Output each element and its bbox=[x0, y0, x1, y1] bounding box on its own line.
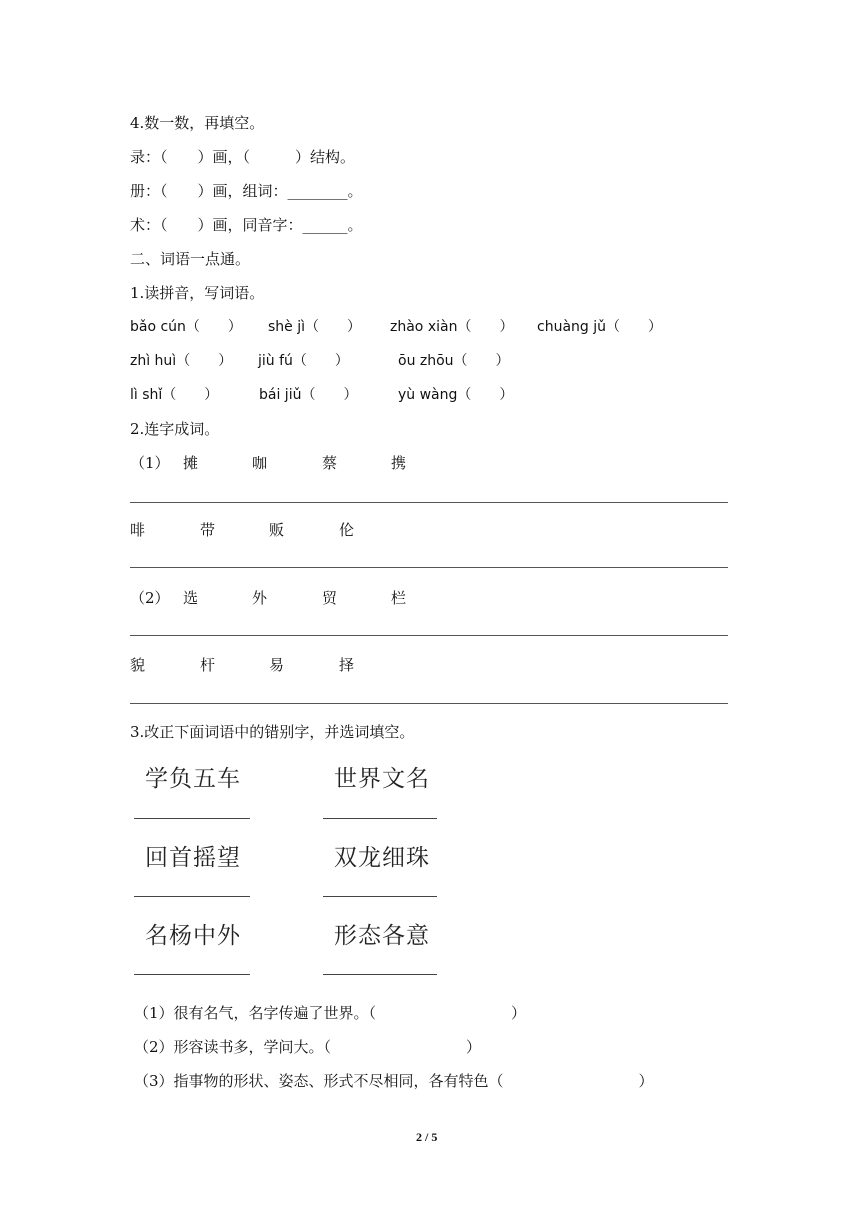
idiom-wrong: 世界文名 bbox=[334, 766, 430, 792]
idiom-wrong: 回首摇望 bbox=[145, 845, 241, 871]
idiom-wrong: 双龙细珠 bbox=[334, 845, 430, 871]
connect-char: 杆 bbox=[200, 656, 216, 674]
question-4-title: 4.数一数，再填空。 bbox=[130, 114, 265, 132]
connect-char: 选 bbox=[183, 589, 199, 607]
pinyin-item: shè jì（ ） bbox=[268, 319, 362, 335]
correction-blank bbox=[323, 818, 437, 819]
fill-sentence-3: （3）指事物的形状、姿态、形式不尽相同，各有特色（ ） bbox=[134, 1072, 654, 1090]
connect-char: 外 bbox=[252, 589, 268, 607]
pinyin-item: bái jiǔ（ ） bbox=[259, 387, 358, 403]
q4-line-1: 录：（ ）画，（ ）结构。 bbox=[130, 148, 356, 166]
pinyin-item: yù wàng（ ） bbox=[398, 387, 514, 403]
idiom-wrong: 学负五车 bbox=[145, 766, 241, 792]
pinyin-question-title: 1.读拼音，写词语。 bbox=[130, 284, 265, 302]
pinyin-item: zhì huì（ ） bbox=[130, 353, 233, 369]
correction-blank bbox=[323, 974, 437, 975]
pinyin-item: zhào xiàn（ ） bbox=[390, 319, 514, 335]
pinyin-item: chuàng jǔ（ ） bbox=[537, 319, 662, 335]
answer-line bbox=[130, 703, 728, 704]
connect-char: 贸 bbox=[322, 589, 338, 607]
connect-group-1-prefix: （1） bbox=[130, 454, 170, 472]
connect-char: 携 bbox=[391, 454, 407, 472]
connect-char: 贩 bbox=[269, 521, 285, 539]
connect-group-2-prefix: （2） bbox=[130, 589, 170, 607]
connect-char: 啡 bbox=[130, 521, 146, 539]
connect-char: 带 bbox=[200, 521, 216, 539]
correction-question-title: 3.改正下面词语中的错别字，并选词填空。 bbox=[130, 723, 415, 741]
pinyin-item: jiù fú（ ） bbox=[258, 353, 349, 369]
pinyin-item: ōu zhōu（ ） bbox=[398, 353, 510, 369]
connect-char: 貌 bbox=[130, 656, 146, 674]
pinyin-item: bǎo cún（ ） bbox=[130, 319, 242, 335]
correction-blank bbox=[323, 896, 437, 897]
connect-char: 摊 bbox=[183, 454, 199, 472]
correction-blank bbox=[134, 818, 250, 819]
page-number: 2 / 5 bbox=[416, 1130, 438, 1144]
answer-line bbox=[130, 502, 728, 503]
idiom-wrong: 名杨中外 bbox=[145, 923, 241, 949]
connect-char: 伦 bbox=[339, 521, 355, 539]
connect-char: 择 bbox=[339, 656, 355, 674]
correction-blank bbox=[134, 974, 250, 975]
idiom-wrong: 形态各意 bbox=[334, 923, 430, 949]
q4-line-2: 册：（ ）画，组词：________。 bbox=[130, 182, 363, 200]
fill-sentence-2: （2）形容读书多，学问大。（ ） bbox=[134, 1038, 482, 1056]
q4-line-3: 术：（ ）画，同音字：______。 bbox=[130, 216, 363, 234]
answer-line bbox=[130, 567, 728, 568]
pinyin-item: lì shǐ（ ） bbox=[130, 387, 219, 403]
connect-question-title: 2.连字成词。 bbox=[130, 420, 220, 438]
connect-char: 咖 bbox=[252, 454, 268, 472]
connect-char: 栏 bbox=[391, 589, 407, 607]
answer-line bbox=[130, 635, 728, 636]
correction-blank bbox=[134, 896, 250, 897]
connect-char: 易 bbox=[269, 656, 285, 674]
fill-sentence-1: （1）很有名气，名字传遍了世界。（ ） bbox=[134, 1004, 527, 1022]
section-2-title: 二、词语一点通。 bbox=[130, 250, 251, 268]
connect-char: 蔡 bbox=[322, 454, 338, 472]
